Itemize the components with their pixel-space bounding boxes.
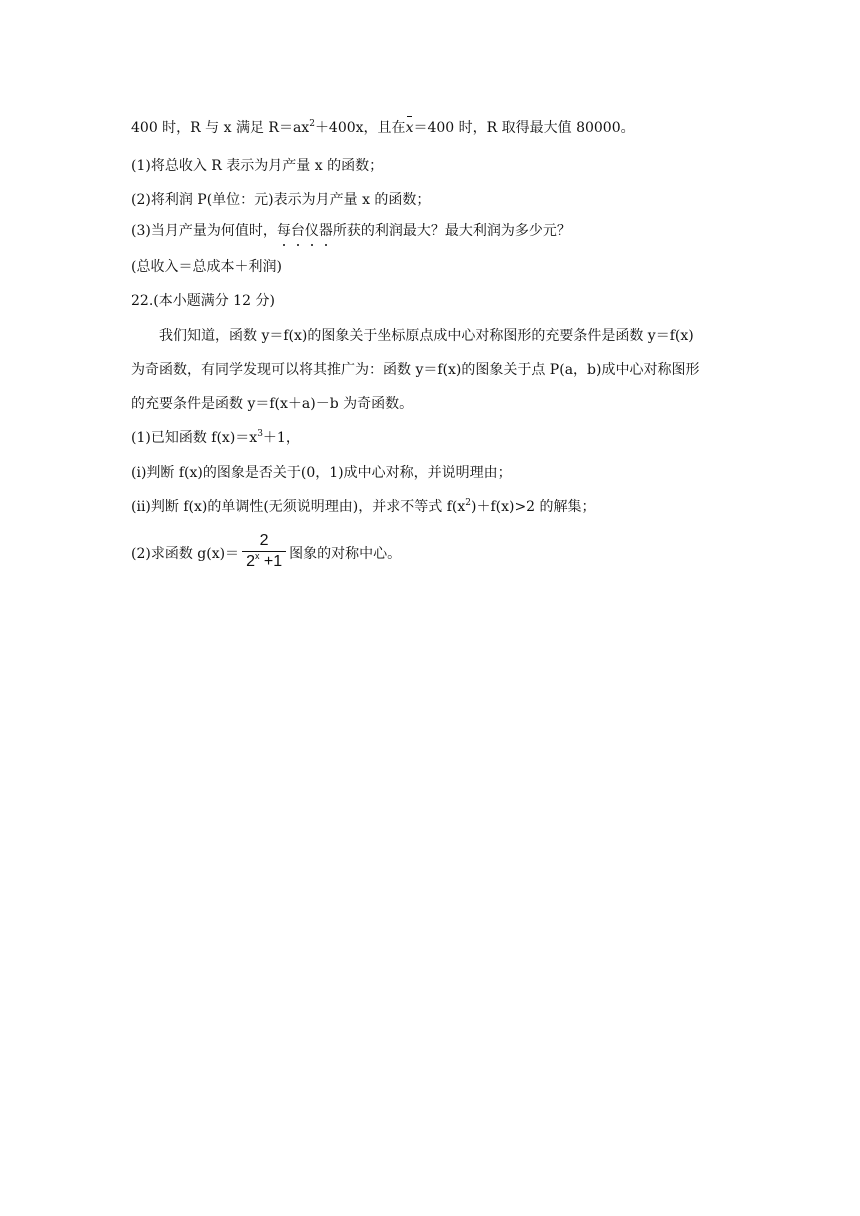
superscript: 2: [309, 119, 315, 129]
emphasis-char: 每: [276, 223, 291, 239]
question-22-1-ii: [131, 497, 596, 519]
emphasis-char: 台: [290, 223, 305, 239]
denominator-rest: +1: [259, 553, 283, 570]
superscript: 2: [465, 498, 471, 508]
text-segment: (3)当月产量为何值时，: [131, 223, 277, 239]
fraction-denominator: [242, 551, 286, 573]
problem-22-intro-line-2: 为奇函数，有同学发现可以将其推广为：函数 y＝f(x)的图象关于点 P(a，b)成中心对称图形: [131, 362, 700, 378]
question-21-2: (2)将利润 P(单位：元)表示为月产量 x 的函数；: [131, 192, 431, 208]
emphasis-char: 器: [318, 223, 333, 239]
problem-22-intro-line-1: 我们知道，函数 y＝f(x)的图象关于坐标原点成中心对称图形的充要条件是函数 y＝f(x): [159, 328, 694, 344]
text-segment: 图象的对称中心。: [289, 546, 402, 562]
emphasis-char: 仪: [304, 223, 319, 239]
fraction: [242, 531, 286, 573]
question-22-1-i: (i)判断 f(x)的图象是否关于(0，1)成中心对称，并说明理由；: [131, 465, 512, 481]
x-bar-symbol: x: [405, 120, 414, 136]
denominator-base: 2: [246, 553, 255, 570]
question-21-3: [131, 221, 571, 241]
text-segment: (ii)判断 f(x)的单调性(无须说明理由)，并求不等式 f(x: [131, 499, 466, 515]
superscript: x: [254, 551, 260, 561]
text-segment: 400 时，R 与 x 满足 R＝ax: [131, 120, 310, 136]
text-segment: ＋400x，且在: [314, 120, 406, 136]
text-segment: ＝400 时，R 取得最大值 80000。: [413, 120, 635, 136]
text-segment: (2)求函数 g(x)＝: [131, 546, 240, 562]
problem-21-condition-line: [131, 118, 635, 140]
text-segment: (1)已知函数 f(x)＝x: [131, 430, 258, 446]
text-segment: ＋1，: [262, 430, 300, 446]
text-segment: )＋f(x)>2 的解集；: [470, 499, 596, 515]
problem-21-note: (总收入＝总成本＋利润): [131, 259, 282, 275]
question-22-1: [131, 428, 300, 450]
fraction-numerator: 2: [259, 532, 269, 549]
text-segment: 所获的利润最大？最大利润为多少元？: [332, 223, 571, 239]
problem-22-heading: 22.(本小题满分 12 分): [131, 293, 275, 309]
question-22-2: [131, 533, 401, 575]
superscript: 3: [257, 429, 263, 439]
question-21-1: (1)将总收入 R 表示为月产量 x 的函数；: [131, 158, 384, 174]
problem-22-intro-line-3: 的充要条件是函数 y＝f(x＋a)－b 为奇函数。: [131, 396, 414, 412]
